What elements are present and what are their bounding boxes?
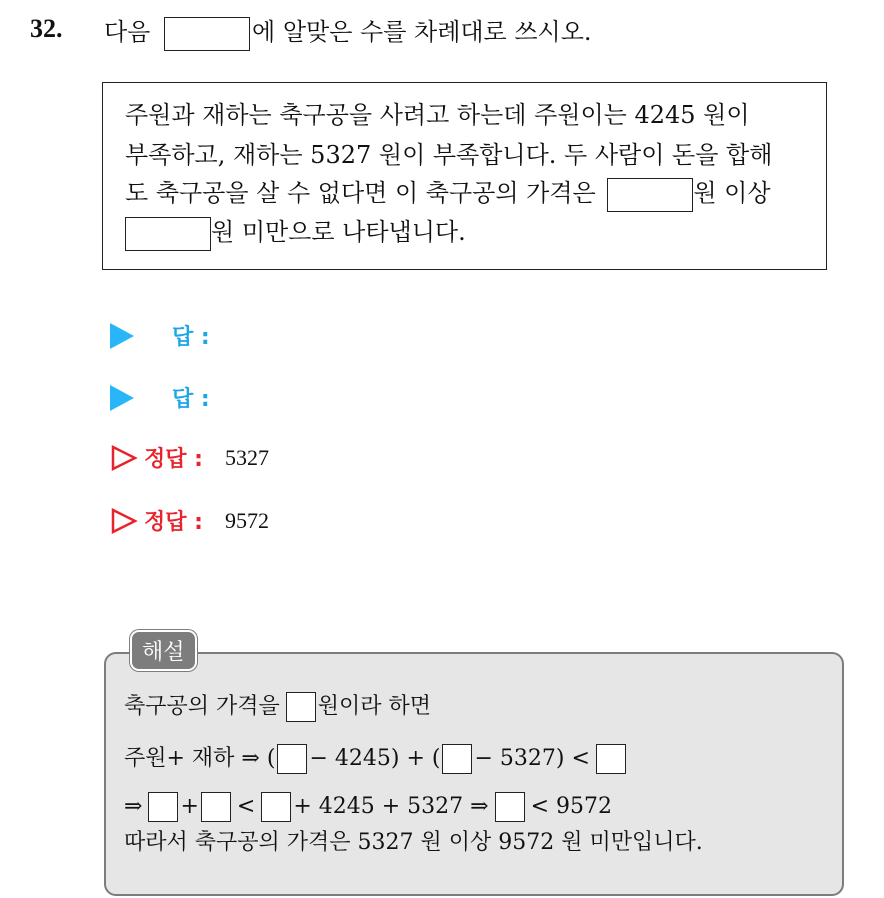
- problem-line-3-unit: 원 이상: [693, 179, 771, 207]
- question-number: 32.: [30, 14, 63, 43]
- play-triangle-icon: [110, 323, 134, 349]
- correct-answer-row-2: [110, 505, 269, 536]
- solution-line-1-tail: 원이라 하면: [317, 694, 432, 719]
- question-text: [104, 14, 592, 51]
- solution-tag: 해설: [130, 630, 197, 671]
- outline-triangle-icon: [110, 507, 138, 535]
- answer-row-1: [110, 320, 210, 351]
- correct-answer-value: 9572: [224, 507, 269, 533]
- problem-line-1: 주원과 재하는 축구공을 사려고 하는데 주원이는 4245 원이: [125, 101, 750, 129]
- solution-line-3-b: +: [180, 794, 199, 819]
- solution-line-2-c: − 5327) <: [474, 746, 590, 771]
- problem-line-4-text: 원 미만으로 나타냅니다.: [211, 218, 466, 246]
- blank-box: [495, 792, 525, 822]
- problem-line-3: [125, 175, 771, 212]
- correct-answer-label: 정답 :: [144, 447, 203, 472]
- question-prefix: 다음: [104, 18, 151, 46]
- solution-line-3-a: ⇒: [124, 794, 143, 819]
- solution-box: [104, 652, 844, 896]
- blank-box: [286, 692, 316, 722]
- blank-box: [442, 744, 472, 774]
- problem-line-3-text: 도 축구공을 살 수 없다면 이 축구공의 가격은: [125, 179, 596, 207]
- solution-line-4: 따라서 축구공의 가격은 5327 원 이상 9572 원 미만입니다.: [124, 830, 703, 855]
- correct-answer-row-1: [110, 442, 269, 473]
- blank-box: [125, 217, 211, 251]
- solution-line-1: [124, 690, 431, 724]
- play-triangle-icon: [110, 385, 134, 411]
- solution-line-2-b: − 4245) + (: [309, 746, 441, 771]
- solution-line-2-a: 주원+ 재하 ⇒ (: [124, 746, 276, 771]
- blank-box: [148, 792, 178, 822]
- solution-line-1-text: 축구공의 가격을: [124, 694, 280, 719]
- answer-label: 답 :: [172, 387, 210, 412]
- problem-line-4: [125, 214, 466, 251]
- solution-line-3-e: < 9572: [530, 794, 612, 819]
- problem-box: [102, 82, 827, 270]
- blank-box: [201, 792, 231, 822]
- solution-line-2: [124, 742, 628, 776]
- solution-line-3: [124, 790, 612, 824]
- solution-line-3-d: + 4245 + 5327 ⇒: [293, 794, 489, 819]
- blank-box: [607, 178, 693, 212]
- answer-row-2: [110, 382, 210, 413]
- blank-box: [261, 792, 291, 822]
- blank-box: [164, 17, 250, 51]
- solution-line-3-c: <: [236, 794, 256, 819]
- question-suffix: 에 알맞은 수를 차례대로 쓰시오.: [252, 18, 592, 46]
- answer-label: 답 :: [172, 325, 210, 350]
- correct-answer-value: 5327: [224, 444, 269, 470]
- correct-answer-label: 정답 :: [144, 510, 203, 535]
- blank-box: [277, 744, 307, 774]
- blank-box: [596, 744, 626, 774]
- problem-line-2: 부족하고, 재하는 5327 원이 부족합니다. 두 사람이 돈을 합해: [125, 141, 773, 169]
- outline-triangle-icon: [110, 444, 138, 472]
